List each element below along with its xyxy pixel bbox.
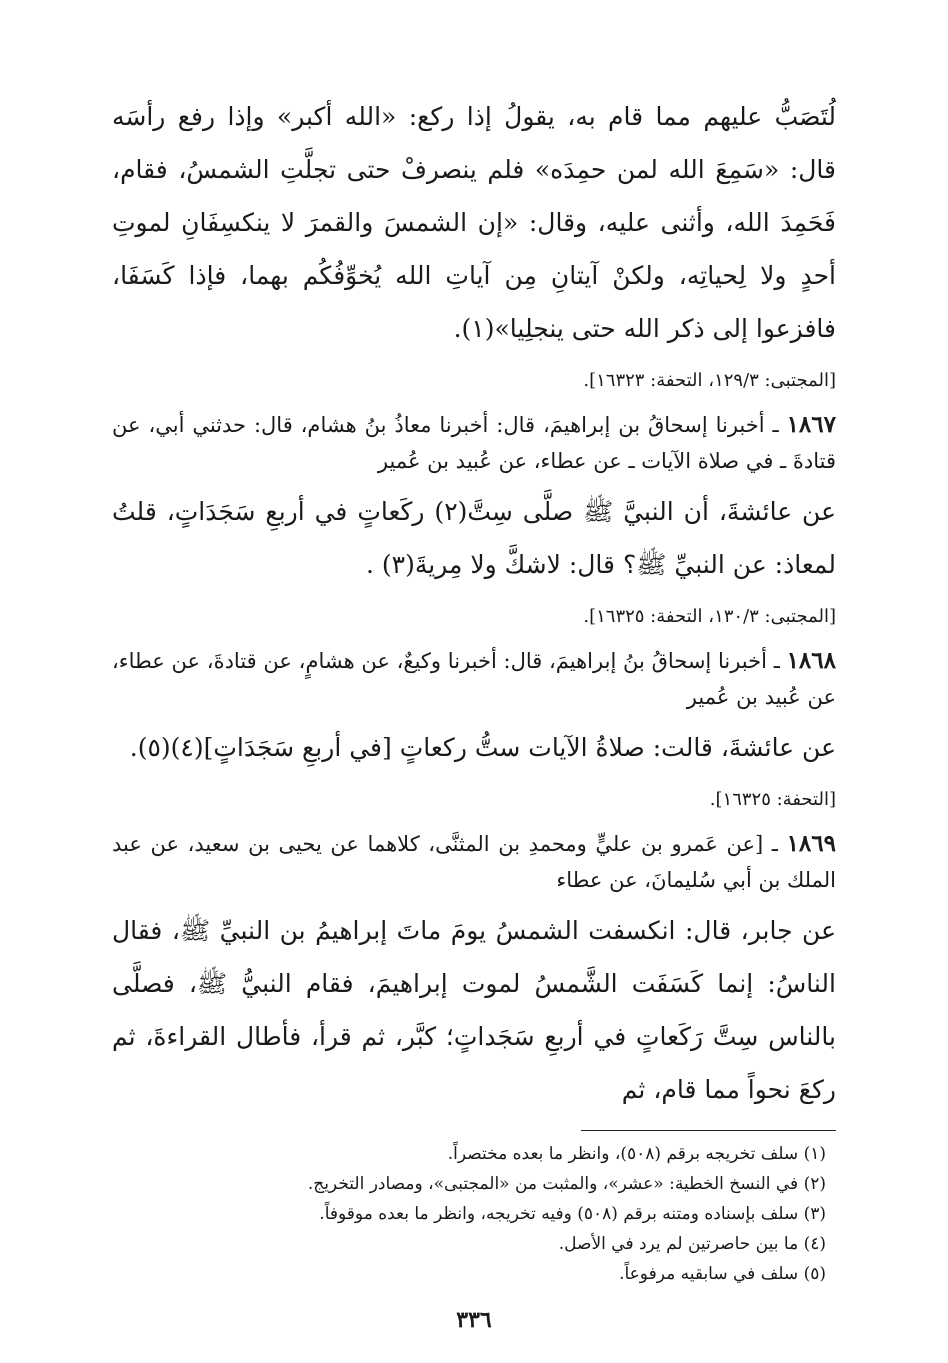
footnote: (٥) سلف في سابقيه مرفوعاً. xyxy=(619,1264,826,1284)
main-paragraph: عن عائشةَ، قالت: صلاةُ الآيات ستُّ ركعاتٍ [في أربعِ سَجَدَاتٍ](٤)(٥). xyxy=(129,733,836,762)
hadith-isnad xyxy=(112,643,836,715)
main-paragraph: عن عائشةَ، أن النبيَّ ﷺ صلَّى سِتَّ(٢) ركَعاتٍ في أربعِ سَجَدَاتٍ، قلتُ لمعاذ: عن النبيِّ ﷺ؟ قال: لاشكَّ ولا مِريةَ(٣) . xyxy=(112,497,836,579)
isnad-text: ـ أخبرنا إسحاقُ بن إبراهيمَ، قال: أخبرنا معاذُ بنُ هشام، قال: حدثني أبي، عن قتادةَ ـ في صلاة الآيات ـ عن عطاء، عن عُبيد بن عُمير xyxy=(112,413,836,473)
footnote: (٢) في النسخ الخطية: «عشر»، والمثبت من «المجتبى»، ومصادر التخريج. xyxy=(307,1174,826,1194)
hadith-isnad xyxy=(112,826,836,898)
footnote: (٣) سلف بإسناده ومتنه برقم (٥٠٨) وفيه تخريجه، وانظر ما بعده موقوفاً. xyxy=(319,1204,826,1224)
hadith-isnad xyxy=(112,407,836,479)
footnote: (٤) ما بين حاصرتين لم يرد في الأصل. xyxy=(558,1234,826,1254)
main-paragraph: لُتَصَبُّ عليهم مما قام به، يقولُ إذا ركع: «الله أكبر» وإذا رفع رأسَه قال: «سَمِعَ الله لمن حمِدَه» فلم ينصرفْ حتى تجلَّتِ الشمسُ، فقام، فَحَمِدَ الله، وأثنى عليه، وقال: «إن الشمسَ والقمرَ لا ينكسِفَانِ لموتِ أحدٍ ولا لِحياتِه، ولكنْ آيتانِ مِن آياتِ الله يُخوِّفُكُم بهما، فإذا كَسَفَا، فافزعوا إلى ذكر الله حتى ينجلِيا»(١). xyxy=(112,102,836,343)
isnad-text: ـ أخبرنا إسحاقُ بنُ إبراهيمَ، قال: أخبرنا وكيعٌ، عن هشامٍ، عن قتادةَ، عن عطاء، عن عُبيد بن عُمير xyxy=(112,649,836,709)
footnotes xyxy=(112,1139,836,1289)
isnad-text: ـ [عن عَمرو بن عليٍّ ومحمدِ بن المثنَّى، كلاهما عن يحيى بن سعيد، عن عبد الملك بن أبي سُليمانَ، عن عطاء xyxy=(112,832,836,892)
reference-line: [المجتبى: ١٣٠/٣، التحفة: ١٦٣٢٥]. xyxy=(583,606,836,627)
reference-line: [المجتبى: ١٢٩/٣، التحفة: ١٦٣٢٣]. xyxy=(583,370,836,391)
reference-line: [التحفة: ١٦٣٢٥]. xyxy=(709,789,836,810)
hadith-number: ١٨٦٧ xyxy=(786,411,836,438)
footnote-divider xyxy=(581,1130,836,1131)
page-number: ٣٣٦ xyxy=(456,1307,492,1333)
footnote: (١) سلف تخريجه برقم (٥٠٨)، وانظر ما بعده مختصراً. xyxy=(447,1144,826,1164)
hadith-number: ١٨٦٨ xyxy=(786,647,836,674)
hadith-number: ١٨٦٩ xyxy=(786,830,836,857)
body-text xyxy=(112,90,836,1116)
main-paragraph: عن جابر، قال: انكسفت الشمسُ يومَ ماتَ إبراهيمُ بن النبيِّ ﷺ، فقال الناسُ: إنما كَسَفَت الشَّمسُ لموت إبراهيمَ، فقام النبيُّ ﷺ، فصلَّى بالناس سِتَّ رَكَعاتٍ في أربعِ سَجَداتٍ؛ كبَّر، ثم قرأ، فأطال القراءةَ، ثم ركعَ نحواً مما قام، ثم xyxy=(112,916,836,1104)
